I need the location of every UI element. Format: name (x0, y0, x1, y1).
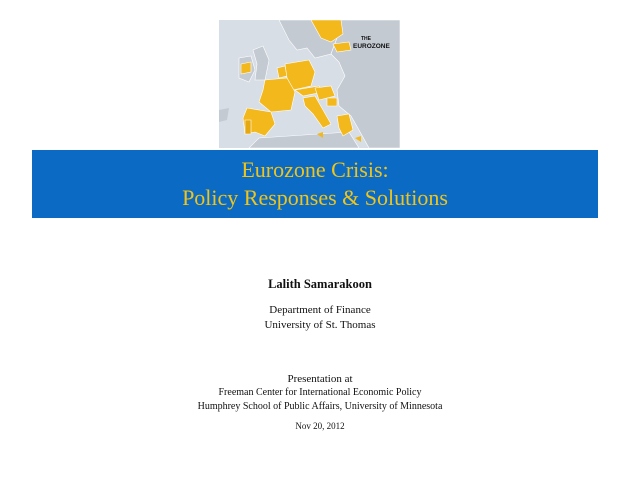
title-line-2: Policy Responses & Solutions (182, 185, 448, 210)
title-banner (32, 150, 598, 218)
affiliation-block (0, 303, 640, 333)
title-line-1: Eurozone Crisis: (241, 157, 389, 182)
presentation-date: Nov 20, 2012 (295, 421, 345, 431)
presentation-intro: Presentation at (287, 373, 353, 385)
map-caption-line2: EUROZONE (353, 43, 390, 50)
presentation-school: Humphrey School of Public Affairs, University of Minnesota (197, 401, 443, 412)
university-text: University of St. Thomas (264, 319, 376, 331)
map-caption-line1: THE (361, 36, 371, 42)
eurozone-map-graphic (219, 20, 400, 148)
presentation-center: Freeman Center for International Economic Policy (218, 387, 422, 398)
author-name: Lalith Samarakoon (268, 277, 372, 291)
eurozone-map (219, 20, 400, 148)
department-text: Department of Finance (269, 304, 371, 316)
presentation-block (0, 372, 640, 414)
